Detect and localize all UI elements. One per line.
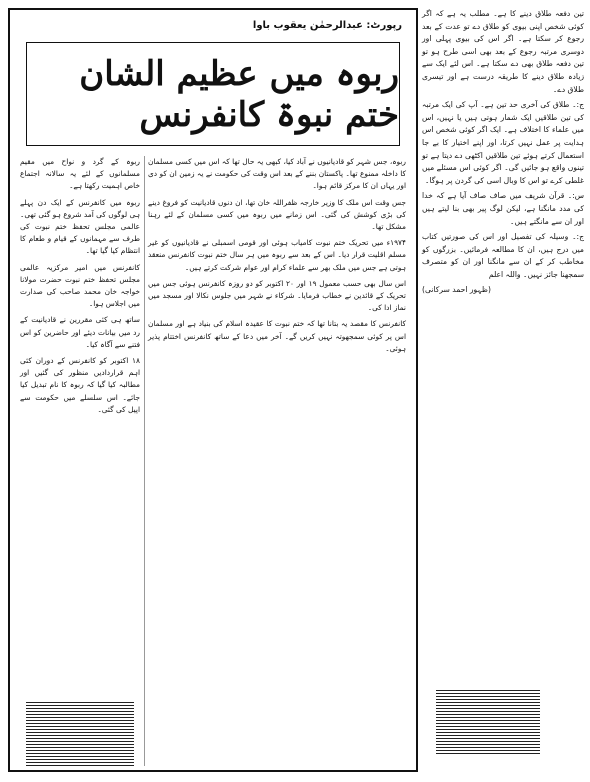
- article-paragraph: کانفرنس میں امیر مرکزیہ عالمی مجلس تحفظ ختم نبوت حضرت مولانا خواجہ خان محمد صاحب کی صدارت میں اجلاس ہوا۔: [20, 262, 140, 309]
- article-column-left: [20, 156, 140, 766]
- article-paragraph: ربوہ، جس شہر کو قادیانیوں نے آباد کیا، کبھی یہ حال تھا کہ اس میں کسی مسلمان کا داخلہ ممنوع تھا۔ پاکستان بننے کے بعد اس وقت کی حکومت نے یہ زمین ان کو دی اور یہاں ان کا مرکز قائم ہوا۔: [148, 157, 406, 191]
- article-paragraph: اس سال بھی حسب معمول ۱۹ اور ۲۰ اکتوبر کو دو روزہ کانفرنس ہوئی جس میں تحریک کے قائدین نے خطاب فرمایا۔ شرکاء نے شہر میں جلوس نکالا اور مسجد میں نماز ادا کی۔: [148, 278, 407, 313]
- hatched-filler-left: [26, 702, 134, 766]
- qa-paragraph: س:۔ قرآن شریف میں صاف صاف آیا ہے کہ خدا کی مدد مانگنا ہے، لیکن لوگ پیر بھی بنا لیتے ہیں اور ان سے مانگتے ہیں۔: [422, 191, 584, 226]
- headline-text: ربوہ میں عظیم الشان ختم نبوۃ کانفرنس: [79, 54, 399, 135]
- column-divider: [144, 156, 145, 766]
- qa-paragraph: ج:۔ وسیلہ کی تفصیل اور اس کی صورتیں کتاب میں درج ہیں، ان کا مطالعہ فرمائیں۔ بزرگوں کو مخاطب کر کے ان سے مانگنا اور ان کو متصرف سمجھنا جائز نہیں۔ واللہ اعلم: [422, 232, 584, 279]
- article-paragraph: ربوہ کے گرد و نواح میں مقیم مسلمانوں کے لئے یہ سالانہ اجتماع خاص اہمیت رکھتا ہے۔: [20, 157, 140, 191]
- qa-paragraph: تین دفعہ طلاق دینے کا ہے۔ مطلب یہ ہے کہ اگر کوئی شخص اپنی بیوی کو طلاق دے تو عدت کے بعد رجوع کر سکتا ہے۔ اگر اس کی بیوی پہلی اور دوسری مرتبہ رجوع کے بعد بھی اسی طرح ہو تو تین دفعہ طلاق بھی دے سکتا ہے۔ اس لئے ایک سے زیادہ طلاق دینے کا طریقہ درست ہے اور تیسری طلاق دے۔: [422, 9, 584, 94]
- conference-article: [8, 8, 418, 772]
- article-paragraph: ۱۹۷۴ء میں تحریک ختم نبوت کامیاب ہوئی اور قومی اسمبلی نے قادیانیوں کو غیر مسلم اقلیت قرار دیا۔ اس کے بعد سے ربوہ میں ہر سال ختم نبوت کانفرنس منعقد ہوتی ہے جس میں ملک بھر سے علماء کرام اور عوام شرکت کرتے ہیں۔: [148, 238, 406, 272]
- article-paragraph: ربوہ میں کانفرنس کے ایک دن پہلے ہی لوگوں کی آمد شروع ہو گئی تھی۔ عالمی مجلس تحفظ ختم نبوت کی طرف سے مہمانوں کے قیام و طعام کا انتظام کیا گیا تھا۔: [20, 197, 140, 256]
- article-paragraph: ۱۸ اکتوبر کو کانفرنس کے دوران کئی اہم قراردادیں منظور کی گئیں اور مطالبہ کیا گیا کہ ربوہ کا نام تبدیل کیا جائے۔ اس سلسلے میں حکومت سے اپیل کی گئی۔: [20, 356, 140, 414]
- article-headline: [26, 42, 400, 146]
- article-paragraph: ساتھ ہی کئی مقررین نے قادیانیت کے رد میں بیانات دیئے اور حاضرین کو اس فتنے سے آگاہ کیا۔: [20, 315, 140, 349]
- hatched-filler-right: [436, 688, 540, 754]
- reporter-byline: رپورٹ: عبدالرحمٰن یعقوب باوا: [252, 20, 402, 31]
- article-column-center: [148, 156, 406, 766]
- qa-column: [422, 8, 584, 774]
- article-paragraph: جس وقت اس ملک کا وزیر خارجہ ظفراللہ خان تھا، ان دنوں قادیانیت کو فروغ دینے کی بڑی کوشش کی گئی۔ اس زمانے میں ربوہ میں کسی مسلمان کے لئے رہنا مشکل تھا۔: [148, 197, 406, 232]
- qa-signature: (ظہور احمد سرکانی): [422, 285, 491, 295]
- article-paragraph: کانفرنس کا مقصد یہ بتانا تھا کہ ختم نبوت کا عقیدہ اسلام کی بنیاد ہے اور مسلمان اس پر کوئی سمجھوتہ نہیں کریں گے۔ آخر میں دعا کے ساتھ کانفرنس اختتام پذیر ہوئی۔: [148, 319, 406, 353]
- qa-paragraph: ج:۔ طلاق کی آخری حد تین ہے۔ آپ کی ایک مرتبہ کی تین طلاقیں ایک شمار ہوتی ہیں یا نہیں، اس میں علماء کا اختلاف ہے۔ ایک اگر کوئی شخص اس ہدایت پر عمل نہیں کرتا، اور اپنے اختیار کا بے جا استعمال کرتے ہوئے تین طلاقیں اکٹھی دے دیتا ہے تو تینوں واقع ہو جائیں گی۔ اگر کوئی اس مسئلے میں غلطی کرے تو اس کا وبال اسی کی گردن پر ہوگا۔: [422, 100, 584, 185]
